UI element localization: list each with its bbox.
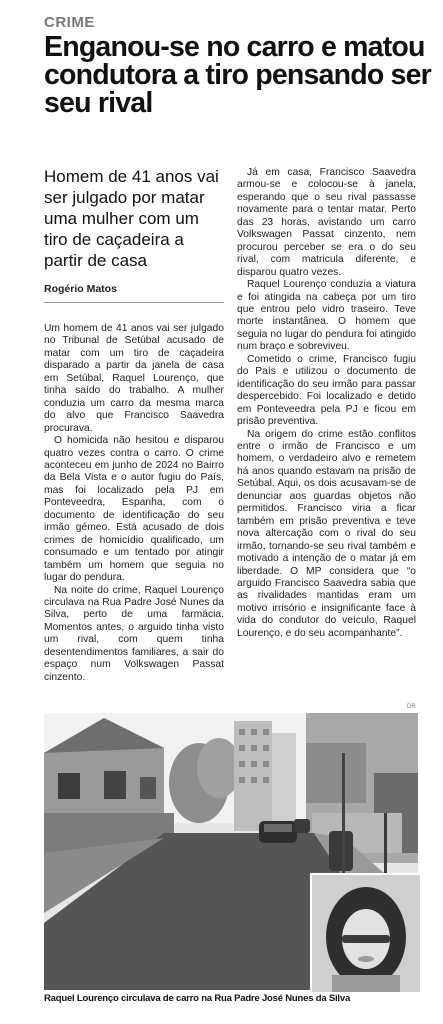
section-label: CRIME xyxy=(44,14,95,31)
portrait-illustration xyxy=(312,875,420,992)
byline-divider xyxy=(44,302,224,303)
body-paragraph: Na noite do crime, Raquel Lourenço circulava na Rua Padre José Nunes da Silva, perto de uma farmácia. Momentos antes, o arguido tinha visto um rival, com quem tinha desentendimentos familiares, a sair do espaço num Volkswagen Passat cinzento. xyxy=(44,584,224,683)
body-paragraph: Já em casa, Francisco Saavedra armou-se e colocou-se à janela, esperando que o seu rival passasse novamente para o tentar matar. Perto das 23 horas, avistando um carro Volkswagen Passat cinzento, nem procurou perceber se era o do seu rival, com matricula diferente, e disparou quatro vezes. xyxy=(237,167,416,278)
author-byline: Rogério Matos xyxy=(44,283,117,295)
body-paragraph: O homicida não hesitou e disparou quatro vezes contra o carro. O crime aconteceu em junho de 2024 no Bairro da Bela Vista e o autor fugiu do País, mas foi localizado pela PJ em Ponteveedra, Espanha, com o documento de identificação do seu irmão gémeo. Está acusado de dois crimes de homicídio qualificado, um consumado e um tentado por atingir também um homem que seguia no lugar do pendura. xyxy=(44,435,224,584)
photo-credit: DR xyxy=(407,704,416,710)
photo-caption: Raquel Lourenço circulava de carro na Rua Padre José Nunes da Silva xyxy=(44,993,351,1004)
lead-paragraph: Homem de 41 anos vai ser julgado por matar uma mulher com um tiro de caçadeira a partir de casa xyxy=(44,167,219,270)
victim-portrait xyxy=(310,873,420,992)
body-column-2 xyxy=(237,167,416,640)
body-paragraph: Cometido o crime, Francisco fugiu do País e utilizou o documento de identificação do seu irmão para passar despercebido. Foi localizado e detido em Ponteveedra pela PJ e ficou em prisão preventiva. xyxy=(237,353,416,428)
body-column-1 xyxy=(44,323,224,684)
headline: Enganou-se no carro e matou condutora a tiro pensando ser seu rival xyxy=(44,31,431,119)
body-paragraph: Na origem do crime estão conflitos entre o irmão de Francisco e um homem, o verdadeiro alvo e remetem há anos quando estavam na prisão de Setúbal. Aqui, os dois acusavam-se de denunciar aos guardas objetos não permitidos. Francisco viria a ficar também em prisão preventiva e teve nova altercação com o rival do seu irmão, tornando-se seu rival também e motivado a intenção de o matar já em liberdade. O MP considera que “o arguido Francisco Saavedra sabia que as rivalidades mantidas eram um motivo irrisório e insignificante face à vida do condutor do veículo, Raquel Lourenço, e do seu acompanhante”. xyxy=(237,428,416,639)
body-paragraph: Um homem de 41 anos vai ser julgado no Tribunal de Setúbal acusado de matar com um tiro de caçadeira disparado a partir da janela de casa em Setúbal, Raquel Lourenço, que tinha saído do trabalho. A mulher conduzia um carro da mesma marca do alvo que Francisco Saavedra procurava. xyxy=(44,323,224,434)
body-paragraph: Raquel Lourenço conduzia a viatura e foi atingida na cabeça por um tiro que entrou pelo vidro traseiro. Teve morte instantânea. O homem que seguia no lugar do pendura foi atingido num braço e sobreviveu. xyxy=(237,279,416,353)
